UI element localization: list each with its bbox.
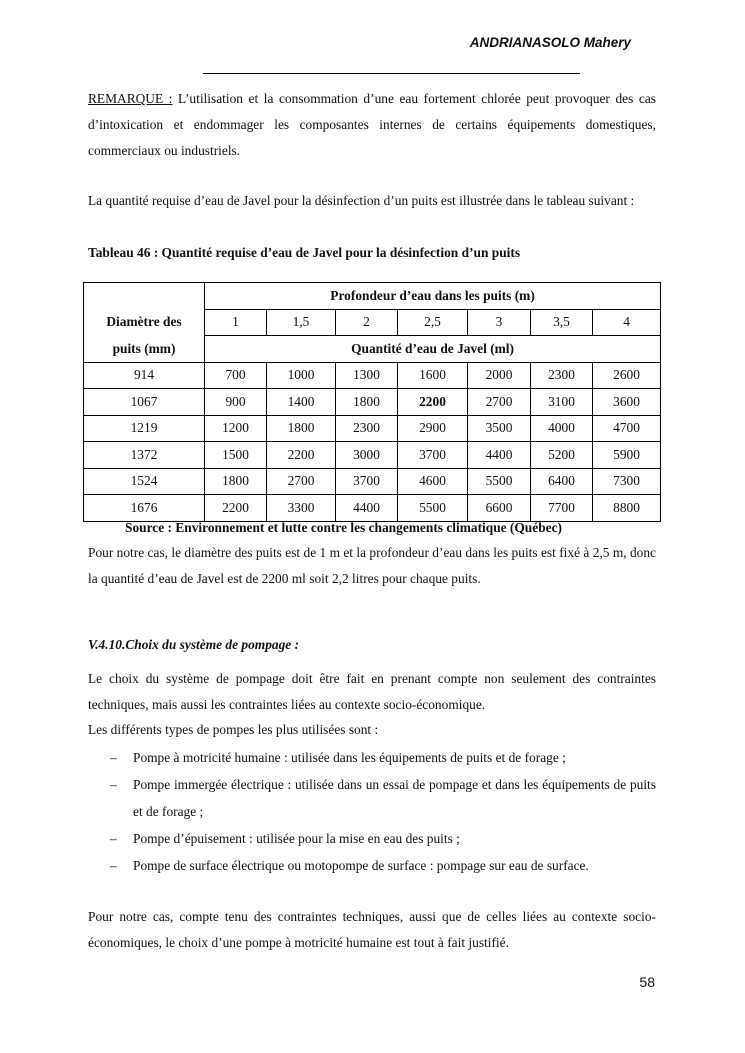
depth-cell: 1 <box>205 309 267 336</box>
list-item <box>88 825 656 852</box>
row-header-top <box>84 283 205 310</box>
remark-text: L’utilisation et la consommation d’une eau fortement chlorée peut provoquer des cas d’intoxication et endommager les composantes internes de certains équipements domestiques, commerciaux ou industriels. <box>88 91 656 158</box>
value-cell: 4400 <box>336 495 398 522</box>
value-cell: 2300 <box>531 362 593 389</box>
list-dash: – <box>110 777 117 792</box>
section-paragraph: Le choix du système de pompage doit être fait en prenant compte non seulement des contraintes techniques, mais aussi les contraintes liées au contexte socio-économique. <box>88 671 656 712</box>
page-number: 58 <box>639 974 655 990</box>
highlighted-value-cell: 2200 <box>398 389 468 416</box>
list-dash: – <box>110 750 117 765</box>
row-header-line2: puits (mm) <box>84 336 205 363</box>
value-cell: 4700 <box>593 415 661 442</box>
depth-cell: 2,5 <box>398 309 468 336</box>
list-intro: Les différents types de pompes les plus utilisées sont : <box>88 722 379 737</box>
depth-cell: 2 <box>336 309 398 336</box>
value-cell: 3300 <box>267 495 336 522</box>
value-cell: 2200 <box>205 495 267 522</box>
value-cell: 1200 <box>205 415 267 442</box>
value-cell: 6600 <box>468 495 531 522</box>
value-cell: 2200 <box>267 442 336 469</box>
table-row <box>84 362 661 389</box>
value-cell: 1800 <box>205 468 267 495</box>
row-header-line1: Diamètre des <box>84 309 205 336</box>
value-cell: 1500 <box>205 442 267 469</box>
table-row <box>84 442 661 469</box>
list-item <box>88 744 656 771</box>
value-cell: 5200 <box>531 442 593 469</box>
value-cell: 2700 <box>468 389 531 416</box>
value-cell: 5500 <box>468 468 531 495</box>
value-cell: 7700 <box>531 495 593 522</box>
author-header: ANDRIANASOLO Mahery <box>469 35 631 50</box>
diameter-cell: 1676 <box>84 495 205 522</box>
diameter-cell: 1372 <box>84 442 205 469</box>
value-cell: 3100 <box>531 389 593 416</box>
value-cell: 6400 <box>531 468 593 495</box>
list-item-text: Pompe immergée électrique : utilisée dans un essai de pompage et dans les équipements de puits et de forage ; <box>133 777 656 819</box>
value-cell: 2000 <box>468 362 531 389</box>
conclusion-paragraph: Pour notre cas, compte tenu des contraintes techniques, aussi que de celles liées au contexte socio-économiques, le choix d’une pompe à motricité humaine est tout à fait justifié. <box>88 909 656 950</box>
value-cell: 3600 <box>593 389 661 416</box>
list-item-text: Pompe de surface électrique ou motopompe de surface : pompage sur eau de surface. <box>133 858 589 873</box>
table-row <box>84 468 661 495</box>
value-cell: 8800 <box>593 495 661 522</box>
depth-cell: 1,5 <box>267 309 336 336</box>
list-item-text: Pompe d’épuisement : utilisée pour la mise en eau des puits ; <box>133 831 460 846</box>
value-cell: 4000 <box>531 415 593 442</box>
value-cell: 2900 <box>398 415 468 442</box>
quantity-header: Quantité d’eau de Javel (ml) <box>205 336 661 363</box>
table-row <box>84 389 661 416</box>
pump-types-list <box>88 744 656 879</box>
table-caption: Tableau 46 : Quantité requise d’eau de Javel pour la désinfection d’un puits <box>88 245 521 260</box>
value-cell: 1000 <box>267 362 336 389</box>
diameter-cell: 1067 <box>84 389 205 416</box>
value-cell: 900 <box>205 389 267 416</box>
value-cell: 3500 <box>468 415 531 442</box>
value-cell: 5900 <box>593 442 661 469</box>
value-cell: 1400 <box>267 389 336 416</box>
remark-paragraph <box>88 86 656 164</box>
value-cell: 700 <box>205 362 267 389</box>
value-cell: 4400 <box>468 442 531 469</box>
section-heading: V.4.10.Choix du système de pompage : <box>88 637 300 652</box>
depth-cell: 4 <box>593 309 661 336</box>
table-row <box>84 415 661 442</box>
value-cell: 1600 <box>398 362 468 389</box>
value-cell: 1800 <box>336 389 398 416</box>
value-cell: 1800 <box>267 415 336 442</box>
case-paragraph: Pour notre cas, le diamètre des puits est de 1 m et la profondeur d’eau dans les puits est fixé à 2,5 m, donc la quantité d’eau de Javel est de 2200 ml soit 2,2 litres pour chaque puits. <box>88 545 656 586</box>
value-cell: 7300 <box>593 468 661 495</box>
list-dash: – <box>110 858 117 873</box>
value-cell: 2600 <box>593 362 661 389</box>
diameter-cell: 1219 <box>84 415 205 442</box>
list-item-text: Pompe à motricité humaine : utilisée dans les équipements de puits et de forage ; <box>133 750 566 765</box>
value-cell: 1300 <box>336 362 398 389</box>
depth-cell: 3 <box>468 309 531 336</box>
value-cell: 2300 <box>336 415 398 442</box>
depth-header: Profondeur d’eau dans les puits (m) <box>205 283 661 310</box>
header-rule <box>203 73 580 74</box>
javel-table <box>83 282 661 522</box>
value-cell: 3700 <box>336 468 398 495</box>
value-cell: 2700 <box>267 468 336 495</box>
diameter-cell: 1524 <box>84 468 205 495</box>
intro-paragraph: La quantité requise d’eau de Javel pour la désinfection d’un puits est illustrée dans le tableau suivant : <box>88 193 635 208</box>
list-item <box>88 771 656 825</box>
list-dash: – <box>110 831 117 846</box>
value-cell: 3000 <box>336 442 398 469</box>
value-cell: 3700 <box>398 442 468 469</box>
value-cell: 5500 <box>398 495 468 522</box>
remark-label: REMARQUE : <box>88 91 173 106</box>
value-cell: 4600 <box>398 468 468 495</box>
diameter-cell: 914 <box>84 362 205 389</box>
table-source: Source : Environnement et lutte contre les changements climatique (Québec) <box>125 520 562 535</box>
list-item <box>88 852 656 879</box>
depth-cell: 3,5 <box>531 309 593 336</box>
